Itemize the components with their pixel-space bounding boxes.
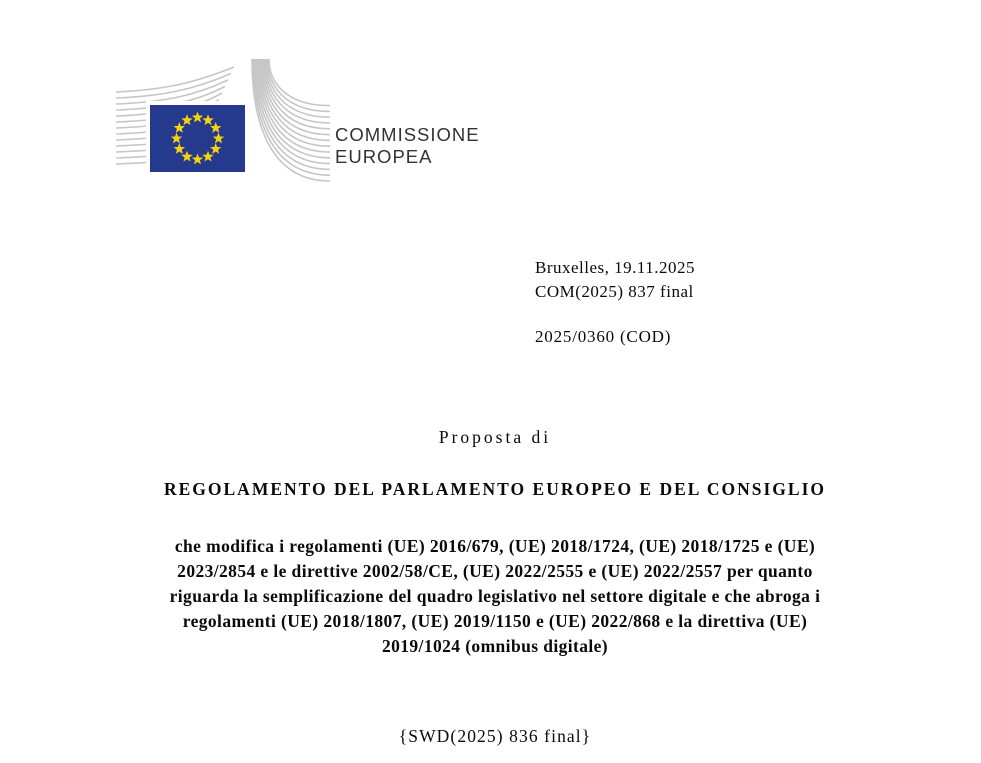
document-subtitle	[10, 534, 980, 659]
place-date: Bruxelles, 19.11.2025	[535, 258, 696, 277]
subtitle-line: 2023/2854 e le direttive 2002/58/CE, (UE) 2022/2555 e (UE) 2022/2557 per quanto	[177, 561, 813, 581]
institution-name-line2: EUROPEA	[335, 145, 433, 167]
institution-name	[335, 124, 480, 167]
subtitle-line: regolamenti (UE) 2018/1807, (UE) 2019/1150 e (UE) 2022/868 e la direttiva (UE)	[182, 611, 808, 631]
ec-logo-graphic	[116, 57, 331, 189]
com-reference: COM(2025) 837 final	[535, 282, 694, 301]
subtitle-line: 2019/1024 (omnibus digitale)	[381, 636, 609, 656]
procedure-code: 2025/0360 (COD)	[535, 327, 672, 346]
logo-ribbons-right-icon	[252, 59, 330, 181]
document-header-block	[535, 256, 695, 349]
european-commission-logo	[116, 57, 536, 192]
institution-name-line1: COMMISSIONE	[335, 124, 480, 145]
related-document-reference: {SWD(2025) 836 final}	[398, 726, 592, 746]
subtitle-line: riguarda la semplificazione del quadro legislativo nel settore digitale e che abroga i	[169, 586, 821, 606]
proposal-label: Proposta di	[438, 427, 552, 447]
document-title: REGOLAMENTO DEL PARLAMENTO EUROPEO E DEL CONSIGLIO	[163, 479, 827, 499]
subtitle-line: che modifica i regolamenti (UE) 2016/679, (UE) 2018/1724, (UE) 2018/1725 e (UE)	[174, 536, 816, 556]
